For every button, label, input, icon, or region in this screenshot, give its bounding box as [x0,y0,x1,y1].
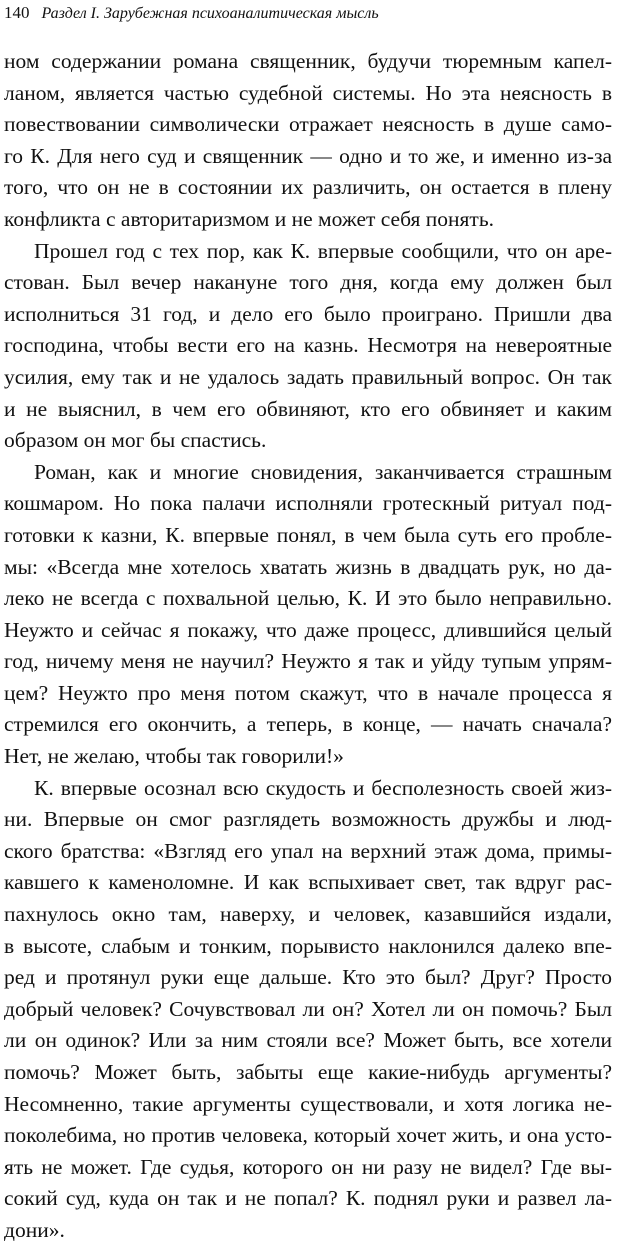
text-line: мы: «Всегда мне хотелось хватать жизнь в двадцать рук, но да- [4,554,612,579]
text-line: ни. Впервые он смог разглядеть возможность дружбы и люд- [4,807,612,832]
text-line: Нет, не желаю, чтобы так говорили!» [4,744,344,769]
text-line: господина, чтобы вести его на казнь. Несмотря на невероятные [4,333,612,358]
text-line: исполниться 31 год, и дело его было проиграно. Пришли два [4,301,612,326]
paragraph-first-line: Прошел год с тех пор, как К. впервые сообщили, что он аре- [34,238,612,263]
body-text [4,46,612,1247]
text-line: в высоте, слабым и тонким, порывисто наклонился далеко впе- [4,933,612,958]
text-line: ли он одинок? Или за ним стояли все? Может быть, все хотели [4,1028,612,1053]
text-line: конфликта с авторитаризмом и не может себя понять. [4,206,494,231]
text-line: стремился его окончить, а теперь, в конце, — начать сначала? [4,712,612,737]
text-line: дони». [4,1217,65,1242]
text-line: ланом, является частью судебной системы. Но эта неясность в [4,80,612,105]
text-line: того, что он не в состоянии их различить, он остается в плену [4,175,612,200]
text-line: леко не всегда с похвальной целью, К. И это было неправильно. [4,586,612,611]
running-head [4,3,612,25]
text-line: кошмаром. Но пока палачи исполняли гротескный ритуал под- [4,491,612,516]
text-line: ред и протянул руки еще дальше. Кто это был? Друг? Просто [4,965,612,990]
running-head-title: Раздел I. Зарубежная психоаналитическая мысль [41,5,379,22]
text-line: образом он мог бы спастись. [4,428,267,453]
text-line: пахнулось окно там, наверху, и человек, казавшийся издали, [4,902,612,927]
text-line: повествовании символически отражает неясность в душе само- [4,112,612,137]
text-line: го К. Для него суд и священник — одно и то же, и именно из-за [4,143,612,168]
text-line: кавшего к каменоломне. И как вспыхивает свет, так вдруг рас- [4,870,612,895]
text-line: ского братства: «Взгляд его упал на верхний этаж дома, примы- [4,838,612,863]
text-line: ном содержании романа священник, будучи тюремным капел- [4,49,612,73]
text-line: добрый человек? Сочувствовал ли он? Хотел ли он помочь? Был [4,996,612,1021]
paragraph-first-line: Роман, как и многие сновидения, заканчивается страшным [34,459,612,484]
text-line: готовки к казни, К. впервые понял, в чем была суть его пробле- [4,522,612,547]
text-line: год, ничему меня не научил? Неужто я так и уйду тупым упрям- [4,649,612,674]
text-line: ять не может. Где судья, которого он ни разу не видел? Где вы- [4,1154,612,1179]
text-line: помочь? Может быть, забыты еще какие-нибудь аргументы? [4,1060,612,1084]
text-line: цем? Неужто про меня потом скажут, что в начале процесса я [4,680,612,705]
page-number: 140 [4,3,30,22]
text-line: сокий суд, куда он так и не попал? К. поднял руки и развел ла- [4,1186,612,1211]
text-line: и не выяснил, в чем его обвиняют, кто его обвиняет и каким [4,396,612,421]
text-line: Несомненно, такие аргументы существовали, и хотя логика не- [4,1091,612,1116]
text-line: поколебима, но против человека, который хочет жить, и она усто- [4,1123,612,1148]
text-line: Неужто и сейчас я покажу, что даже процесс, длившийся целый [4,617,612,642]
text-line: стован. Был вечер накануне того дня, когда ему должен был [4,270,612,295]
text-line: усилия, ему так и не удалось задать правильный вопрос. Он так [4,364,612,389]
paragraph-first-line: К. впервые осознал всю скудость и бесполезность своей жиз- [34,775,612,800]
